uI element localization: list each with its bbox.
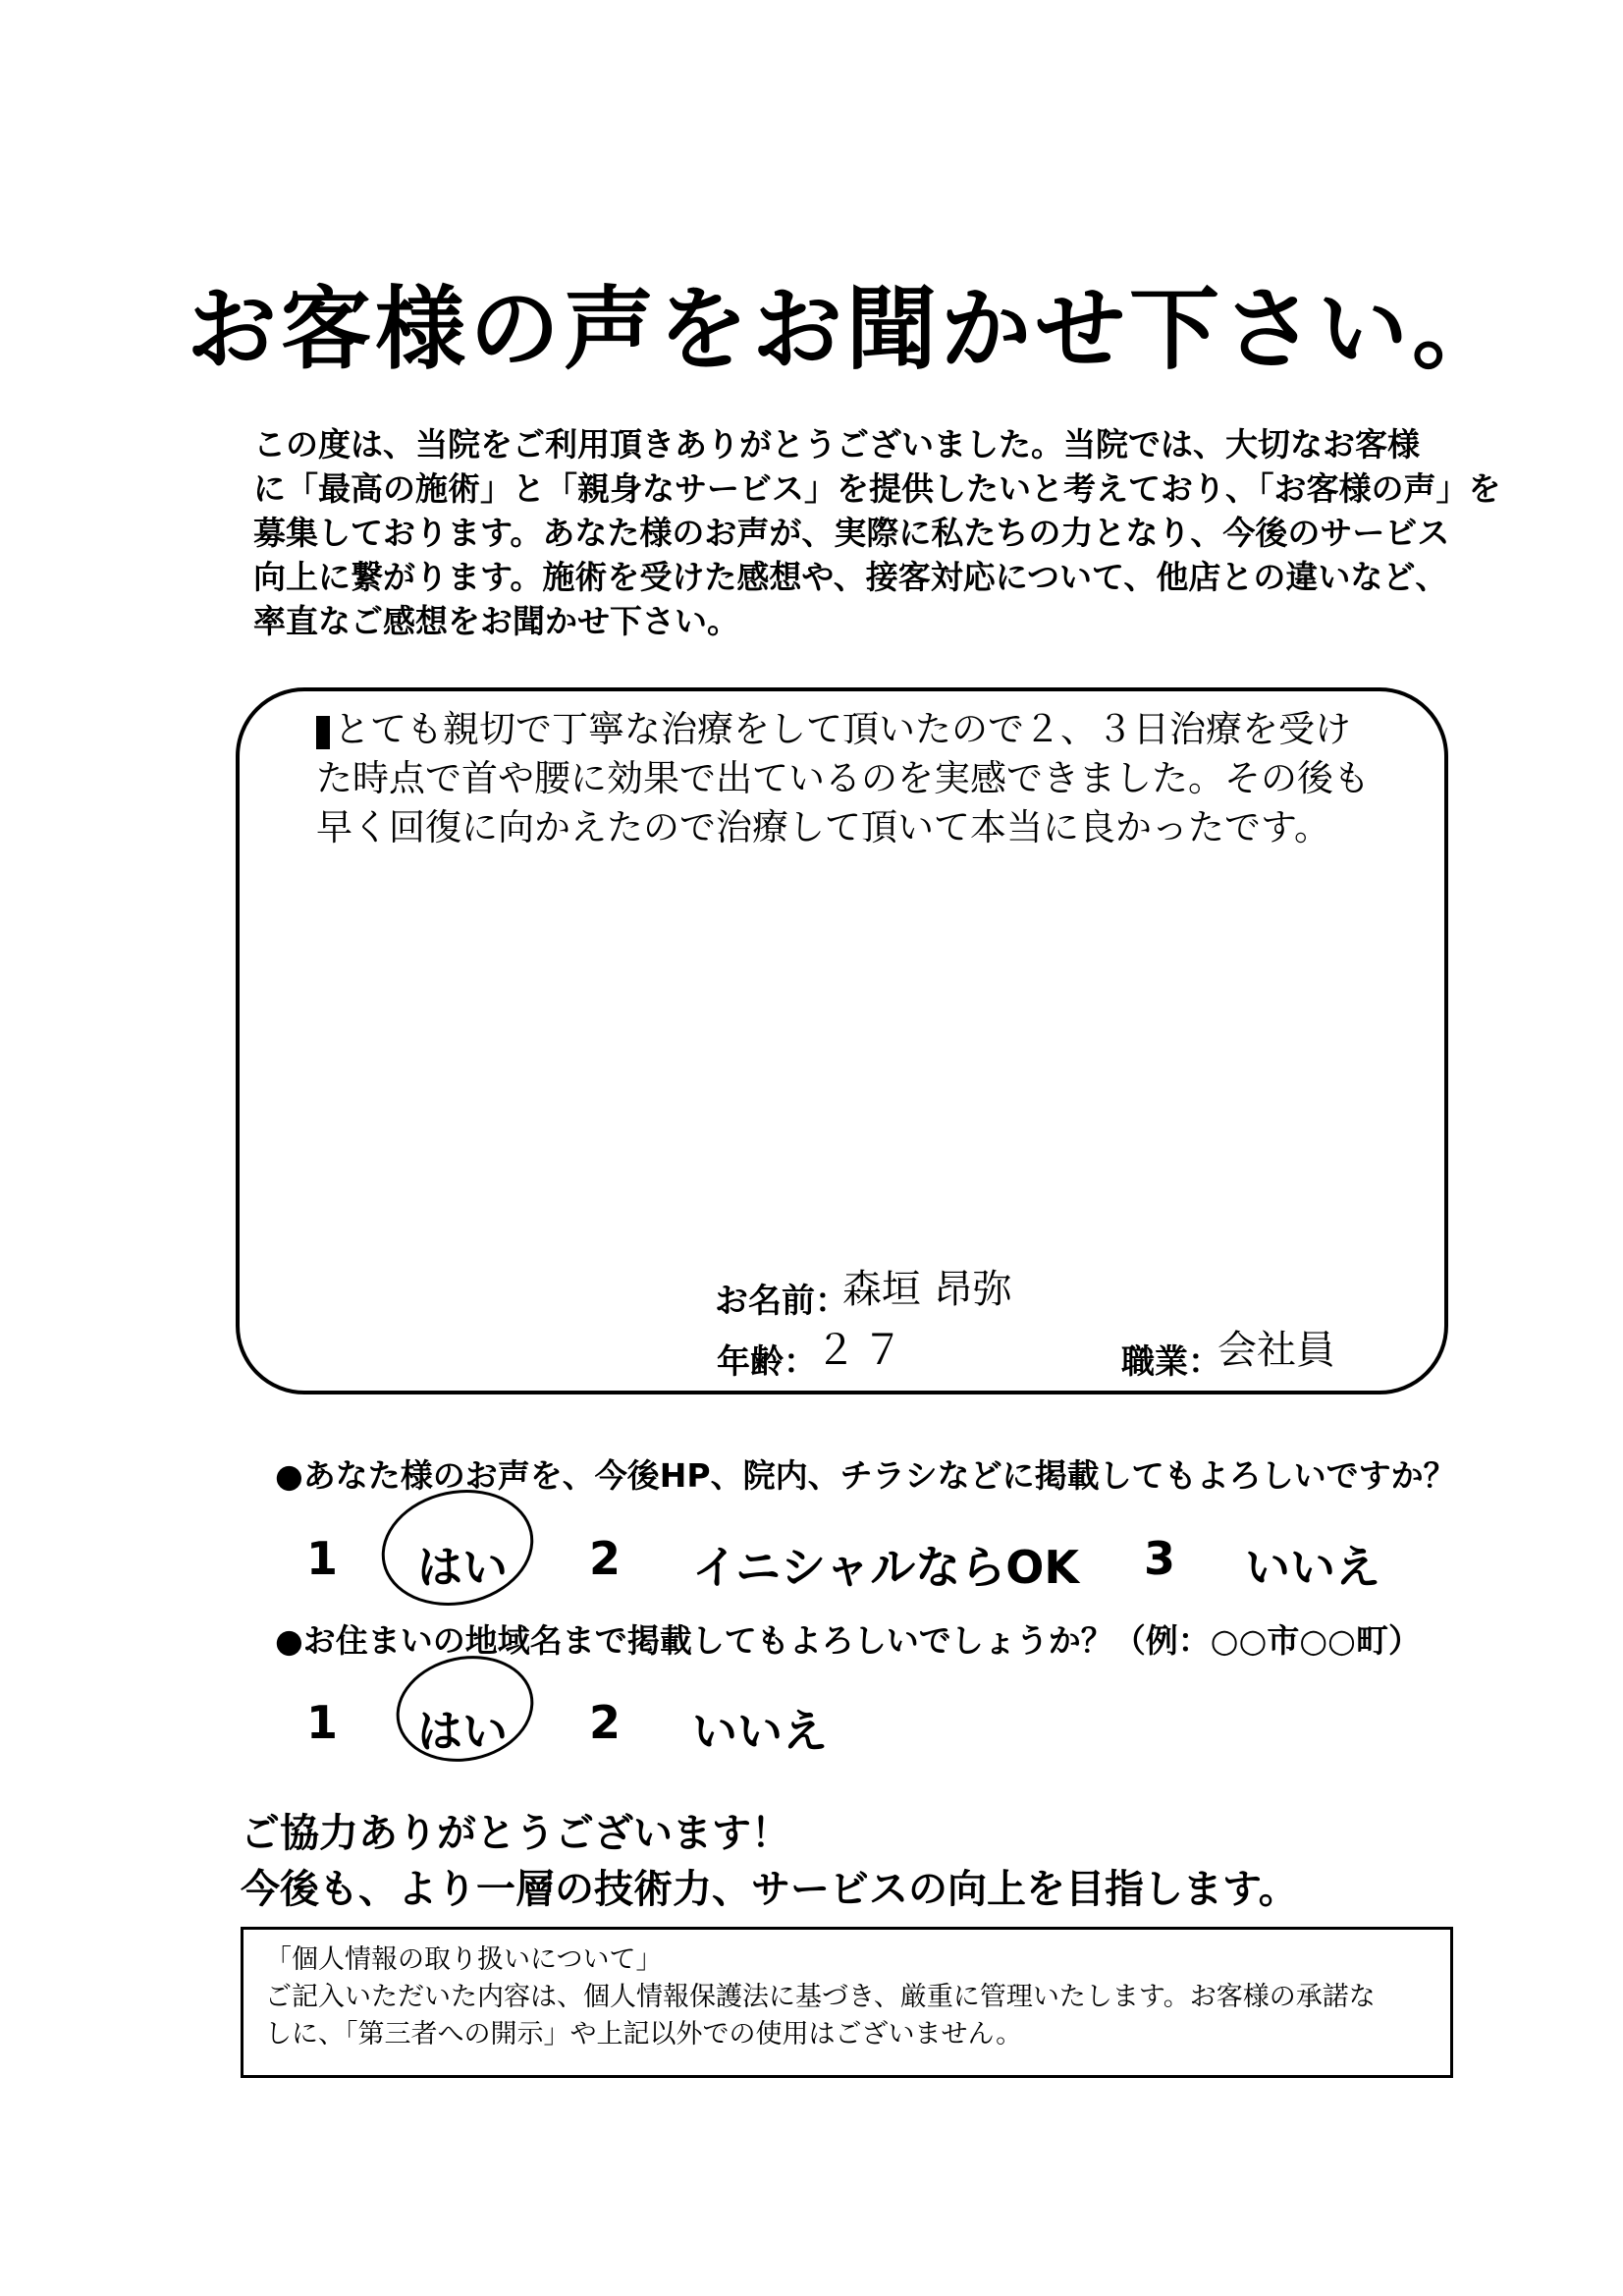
option-number: 1 xyxy=(306,1696,339,1749)
ink-mark-icon xyxy=(316,716,330,749)
privacy-line: しに、「第三者への開示」や上記以外での使用はございません。 xyxy=(265,2019,1023,2050)
intro-line: 率直なご感想をお聞かせ下さい。 xyxy=(253,602,739,640)
job-value: 会社員 xyxy=(1217,1328,1335,1373)
option-number: 3 xyxy=(1144,1532,1176,1585)
intro-line: に「最高の施術」と「親身なサービス」を提供したいと考えており、「お客様の声」を xyxy=(253,469,1501,508)
option-initials-ok[interactable]: イニシャルならOK xyxy=(692,1541,1079,1594)
question-area: ●お住まいの地域名まで掲載してもよろしいでしょうか？（例：○○市○○町） xyxy=(275,1621,1421,1660)
option-yes[interactable]: はい xyxy=(417,1705,508,1758)
option-yes[interactable]: はい xyxy=(417,1541,508,1594)
option-number: 2 xyxy=(589,1696,622,1749)
intro-line: この度は、当院をご利用頂きありがとうございました。当院では、大切なお客様 xyxy=(253,425,1420,464)
age-value: ２７ xyxy=(815,1326,910,1374)
intro-line: 向上に繋がります。施術を受けた感想や、接客対応について、他店との違いなど、 xyxy=(253,558,1448,596)
comment-line xyxy=(316,705,1426,754)
comment-line-text: とても親切で丁寧な治療をして頂いたので２、３日治療を受け xyxy=(334,708,1351,750)
intro-paragraph xyxy=(253,422,1501,643)
comment-line: た時点で首や腰に効果で出ているのを実感できました。その後も xyxy=(316,757,1370,799)
comment-line: 早く回復に向かえたので治療して頂いて本当に良かったです。 xyxy=(316,806,1331,848)
age-label: 年齢： xyxy=(717,1342,817,1382)
name-label: お名前： xyxy=(715,1282,848,1321)
thanks-line: 今後も、より一層の技術力、サービスの向上を目指します。 xyxy=(241,1867,1298,1912)
option-number: 2 xyxy=(589,1532,622,1585)
privacy-heading: 「個人情報の取り扱いについて」 xyxy=(265,1944,663,1975)
name-value: 森垣 昂弥 xyxy=(842,1267,1012,1312)
privacy-line: ご記入いただいた内容は、個人情報保護法に基づき、厳重に管理いたします。お客様の承諾な xyxy=(265,1982,1376,2012)
question-publish: ●あなた様のお声を、今後HP、院内、チラシなどに掲載してもよろしいですか？ xyxy=(275,1456,1456,1495)
option-no[interactable]: いいえ xyxy=(692,1705,828,1758)
intro-line: 募集しております。あなた様のお声が、実際に私たちの力となり、今後のサービス xyxy=(253,514,1450,552)
option-number: 1 xyxy=(306,1532,339,1585)
page-title: お客様の声をお聞かせ下さい。 xyxy=(187,277,1507,382)
job-label: 職業： xyxy=(1121,1342,1221,1382)
handwritten-comment xyxy=(316,705,1426,852)
option-no[interactable]: いいえ xyxy=(1245,1541,1380,1594)
thanks-line: ご協力ありがとうございます！ xyxy=(241,1811,790,1856)
privacy-notice xyxy=(241,1927,1453,2078)
